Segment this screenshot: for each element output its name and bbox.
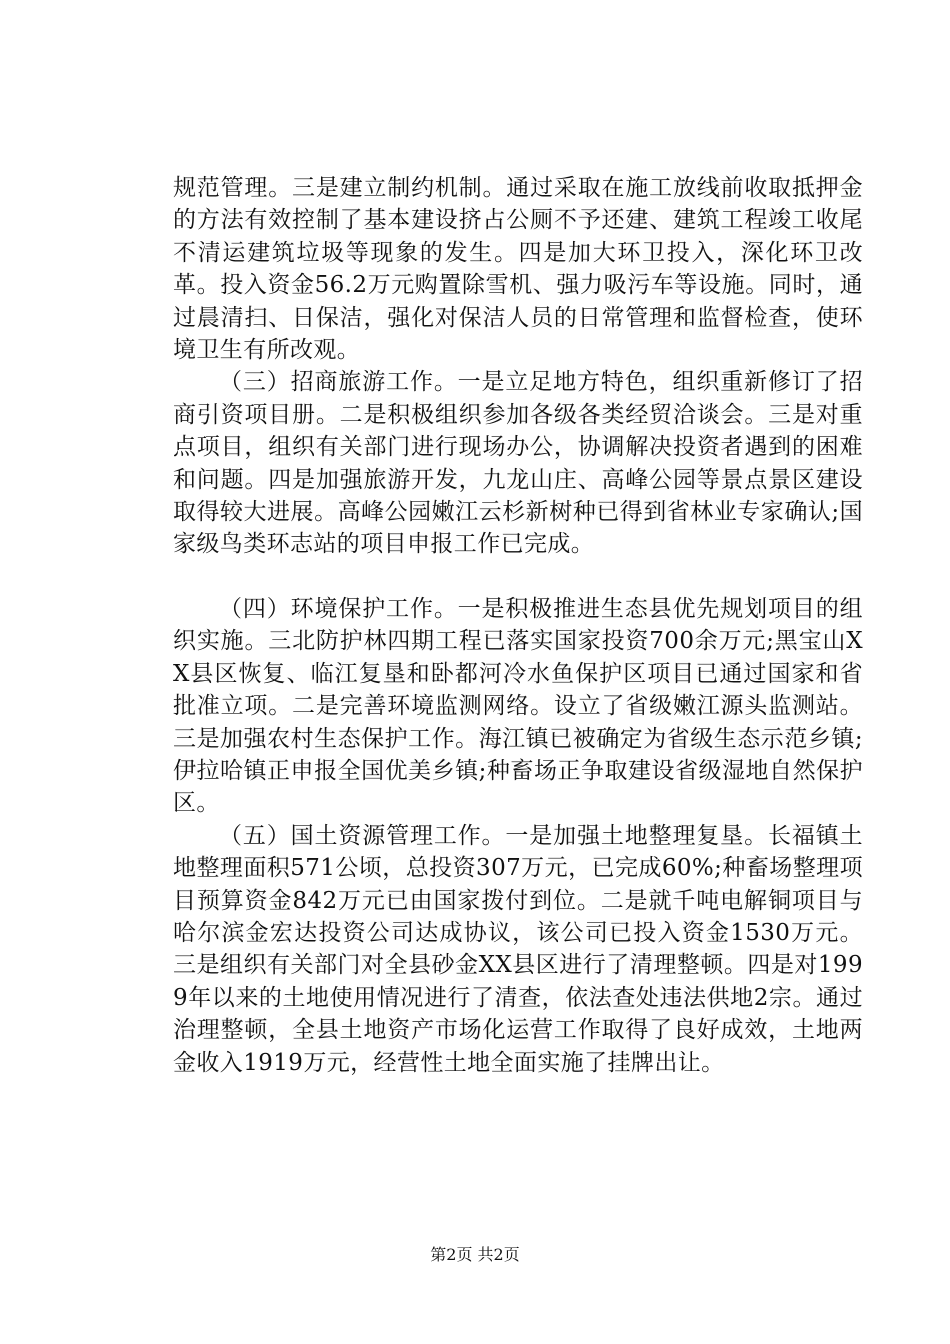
paragraph-sanitation-continued: 规范管理。三是建立制约机制。通过采取在施工放线前收取抵押金的方法有效控制了基本建设挤占公厕不予还建、建筑工程竣工收尾不清运建筑垃圾等现象的发生。四是加大环卫投入，深化环卫改革。投入资金56.2万元购置除雪机、强力吸污车等设施。同时，通过晨清扫、日保洁，强化对保洁人员的日常管理和监督检查，使环境卫生有所改观。 [173,175,863,364]
paragraph-land-resources: （五）国土资源管理工作。一是加强土地整理复垦。长福镇土地整理面积571公顷，总投资307万元，已完成60%;种畜场整理项目预算资金842万元已由国家拨付到位。二是就千吨电解铜项目与哈尔滨金宏达投资公司达成协议，该公司已投入资金1530万元。三是组织有关部门对全县砂金XX县区进行了清理整顿。四是对1999年以来的土地使用情况进行了清查，依法查处违法供地2宗。通过治理整顿，全县土地资产市场化运营工作取得了良好成效，土地两金收入1919万元，经营性土地全面实施了挂牌出让。 [173,822,863,1076]
document-body [173,172,863,1079]
page-footer: 第2页 共2页 [430,1245,520,1264]
paragraph-environmental-protection: （四）环境保护工作。一是积极推进生态县优先规划项目的组织实施。三北防护林四期工程已落实国家投资700余万元;黑宝山XX县区恢复、临江复垦和卧都河冷水鱼保护区项目已通过国家和省批准立项。二是完善环境监测网络。设立了省级嫩江源头监测站。三是加强农村生态保护工作。海江镇已被确定为省级生态示范乡镇;伊拉哈镇正申报全国优美乡镇;种畜场正争取建设省级湿地自然保护区。 [173,595,863,817]
paragraph-investment-tourism: （三）招商旅游工作。一是立足地方特色，组织重新修订了招商引资项目册。二是积极组织参加各级各类经贸洽谈会。三是对重点项目，组织有关部门进行现场办公，协调解决投资者遇到的困难和问题。四是加强旅游开发，九龙山庄、高峰公园等景点景区建设取得较大进展。高峰公园嫩江云杉新树种已得到省林业专家确认;国家级鸟类环志站的项目申报工作已完成。 [173,369,863,558]
